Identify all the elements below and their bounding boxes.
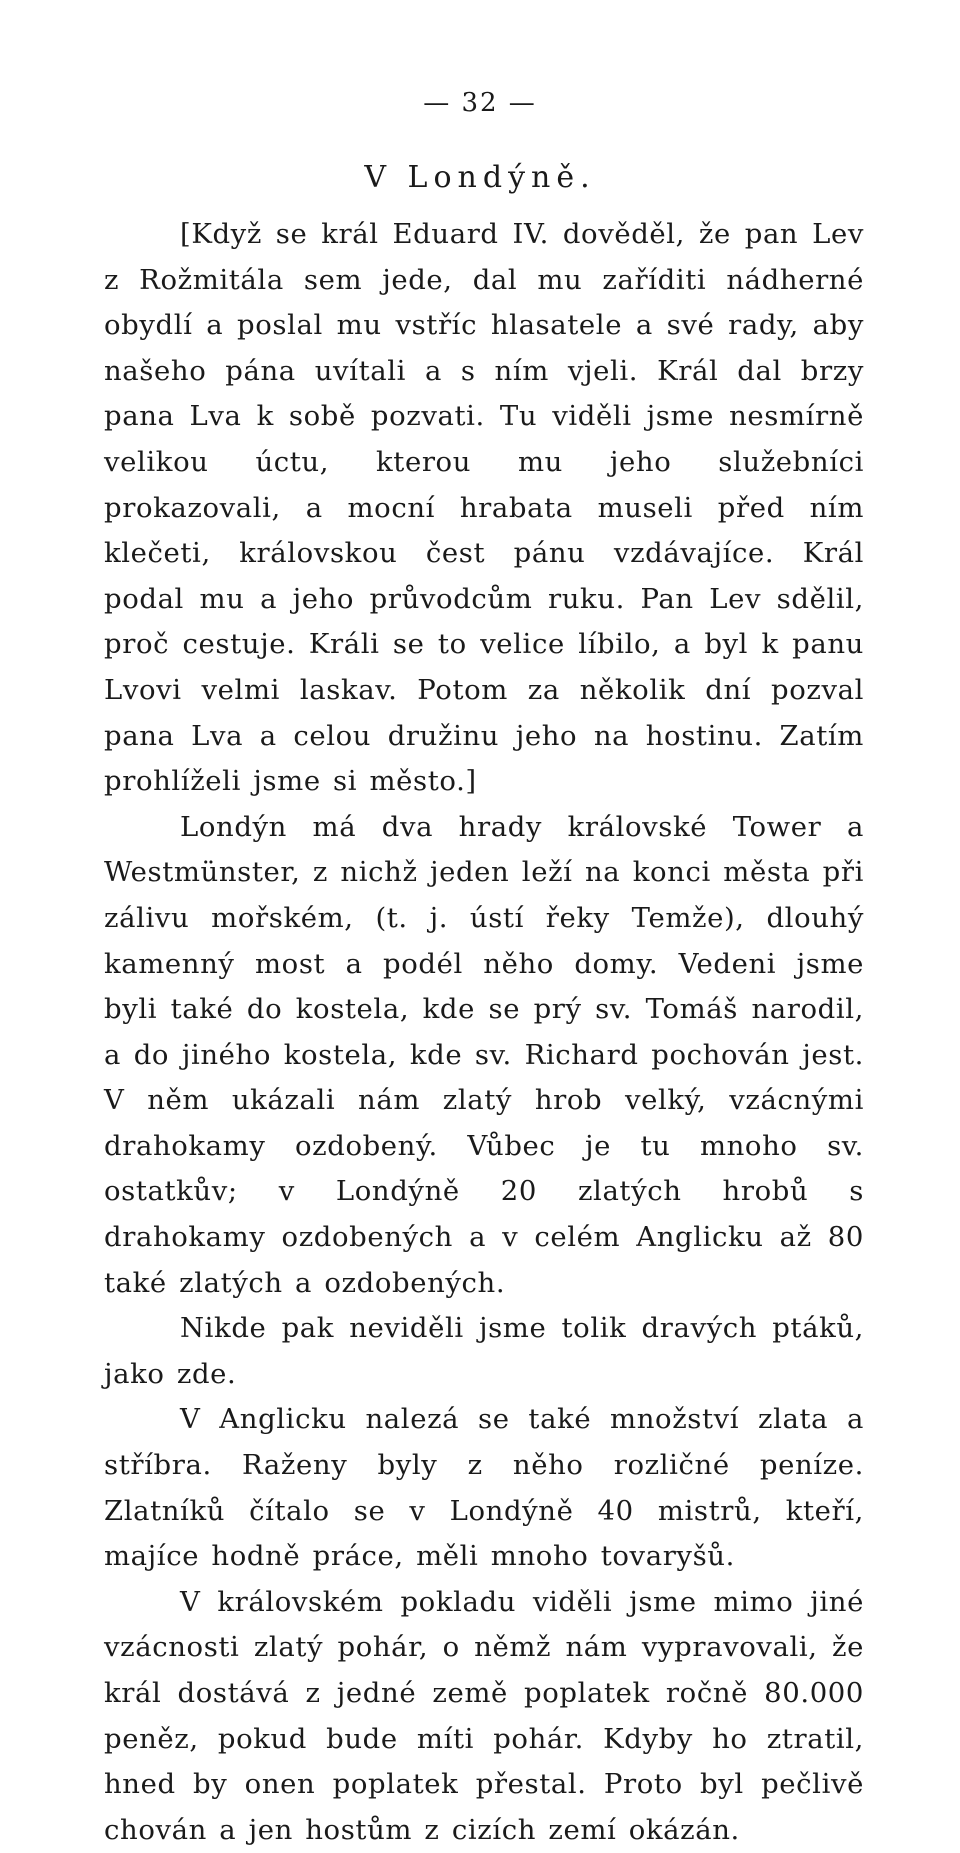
text-body — [104, 212, 864, 1853]
paragraph-london: Londýn má dva hrady královské Tower a Westmünster, z nichž jeden leží na konci města při zálivu mořském, (t. j. ústí řeky Temže), dlouhý kamenný most a podél něho domy. Vedeni jsme byli také do kostela, kde se prý sv. Tomáš narodil, a do jiného kostela, kde sv. Richard pochován jest. V něm ukázali nám zlatý hrob velký, vzácnými drahokamy ozdobený. Vůbec je tu mnoho sv. ostatkův; v Londýně 20 zlatých hrobů s drahokamy ozdobených a v celém Anglicku až 80 také zlatých a ozdobených. — [104, 810, 864, 1299]
chapter-title: V Londýně. — [364, 160, 596, 195]
paragraph-gold: V Anglicku nalezá se také množství zlata a stříbra. Raženy byly z něho rozličné peníze. Zlatníků čítalo se v Londýně 40 mistrů, kteří, majíce hodně práce, měli mnoho tovaryšů. — [104, 1403, 864, 1573]
paragraph-intro: [Když se král Eduard IV. dověděl, že pan Lev z Rožmitála sem jede, dal mu zaříditi nádherné obydlí a poslal mu vstříc hlasatele a své rady, aby našeho pána uvítali a s ním vjeli. Král dal brzy pana Lva k sobě pozvati. Tu viděli jsme nesmírně velikou úctu, kterou mu jeho služebníci prokazovali, a mocní hrabata museli před ním klečeti, královskou čest pánu vzdávajíce. Král podal mu a jeho průvodcům ruku. Pan Lev sdělil, proč cestuje. Králi se to velice líbilo, a byl k panu Lvovi velmi laskav. Potom za několik dní pozval pana Lva a celou družinu jeho na hostinu. Zatím prohlíželi jsme si město.] — [104, 218, 864, 798]
paragraph-birds: Nikde pak neviděli jsme tolik dravých ptáků, jako zde. — [104, 1312, 864, 1390]
page-number: — 32 — — [423, 88, 537, 118]
paragraph-treasury: V královském pokladu viděli jsme mimo jiné vzácnosti zlatý pohár, o němž nám vypravovali, že král dostává z jedné země poplatek ročně 80.000 peněz, pokud bude míti pohár. Kdyby ho ztratil, hned by onen poplatek přestal. Proto byl pečlivě chován a jen hostům z cizích zemí okázán. — [104, 1585, 864, 1846]
